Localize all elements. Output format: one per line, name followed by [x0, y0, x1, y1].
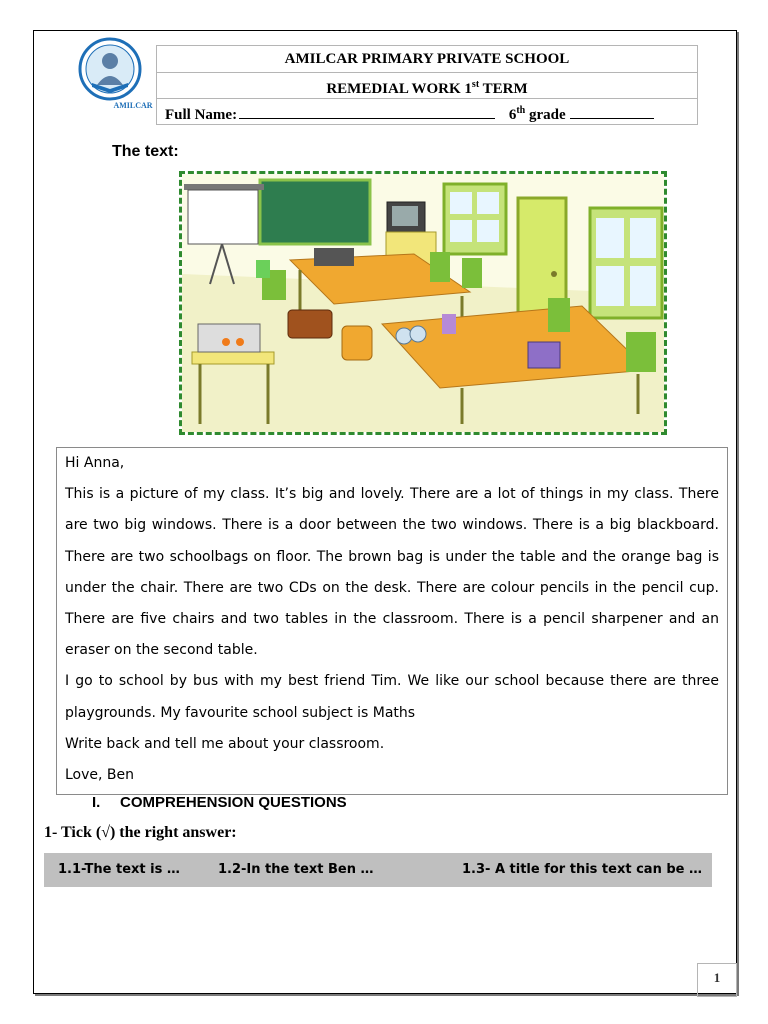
full-name-label: Full Name: — [165, 107, 238, 123]
answer-option-3: 1.3- A title for this text can be … — [462, 862, 702, 877]
letter-text-box — [56, 447, 728, 795]
brown-bag — [288, 310, 332, 338]
grade-sup: th — [516, 105, 526, 116]
work-title-end: TERM — [479, 81, 528, 97]
section-number: I. — [92, 794, 101, 811]
section-title: COMPREHENSION QUESTIONS — [120, 794, 347, 811]
worksheet-page — [33, 30, 737, 994]
answer-option-1: 1.1-The text is … — [58, 862, 180, 877]
page-number: 1 — [697, 963, 737, 997]
work-title-sup: st — [471, 79, 480, 90]
grade-field[interactable] — [570, 104, 654, 119]
school-name: AMILCAR PRIMARY PRIVATE SCHOOL — [157, 46, 697, 73]
question-heading: 1- Tick (√) the right answer: — [44, 824, 237, 841]
grade-label: grade — [525, 107, 566, 123]
answer-options-bar — [44, 853, 712, 887]
work-title-main: REMEDIAL WORK 1 — [326, 81, 472, 97]
student-info-row — [157, 98, 697, 124]
grade-number: 6 — [508, 107, 517, 123]
letter-signoff: Love, Ben — [65, 767, 135, 784]
full-name-field[interactable] — [239, 104, 495, 119]
orange-bag — [342, 326, 372, 360]
text-heading: The text: — [112, 143, 179, 160]
letter-greeting: Hi Anna, — [65, 455, 125, 471]
logo-caption: AMILCAR — [113, 101, 153, 110]
answer-option-2: 1.2-In the text Ben … — [218, 862, 374, 877]
school-logo-emblem — [70, 37, 152, 107]
letter-paragraph-2: I go to school by bus with my best friend Tim. We like our school because there are three playgrounds. My favourite school subject is Maths — [65, 673, 719, 721]
classroom-illustration — [182, 174, 664, 432]
blackboard — [260, 180, 370, 244]
school-logo — [70, 37, 152, 141]
work-title — [157, 72, 697, 99]
letter-paragraph-1: This is a picture of my class. It’s big and lovely. There are a lot of things in my class. There are two big windows. There is a door between the two windows. There is a big blackboard. There are two schoolbags on floor. The brown bag is under the table and the orange bag is under the chair. There are two CDs on the desk. There are colour pencils in the pencil cup. There are five chairs and two tables in the classroom. There is a pencil sharpener and an eraser on the second table. — [65, 486, 719, 659]
section-heading — [92, 794, 347, 811]
letter-closing: Write back and tell me about your classroom. — [65, 735, 385, 752]
header-table — [156, 45, 698, 125]
classroom-picture — [179, 171, 667, 435]
